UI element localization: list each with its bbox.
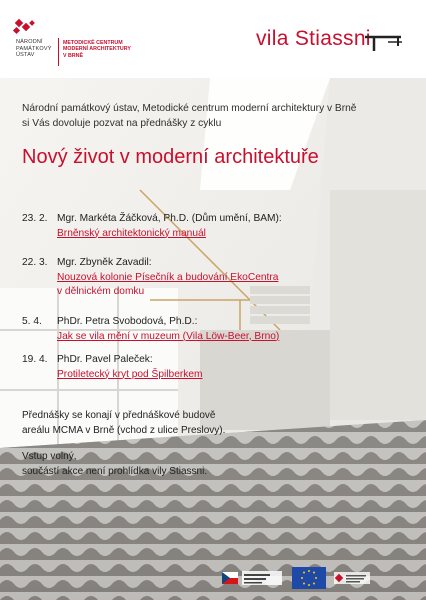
mcma-line: METODICKÉ CENTRUM	[63, 40, 123, 46]
lecture-item	[22, 212, 282, 241]
lecture-date: 23. 2.	[22, 213, 48, 224]
npu-logo-icon	[10, 18, 50, 38]
lecture-item	[22, 315, 279, 344]
vila-stiassni-mark-icon	[364, 34, 404, 52]
lecture-title: Brněnský architektonický manuál	[57, 227, 206, 239]
invitation-line: si Vás dovoluje pozvat na přednášky z cyklu	[22, 118, 222, 129]
lecture-title: Nouzová kolonie Písečník a budování EkoCentra	[57, 271, 279, 283]
operacni-program-logo-icon	[242, 566, 282, 590]
entry-line: součástí akce není prohlídka vily Stiassni.	[22, 465, 208, 477]
venue-line: Přednášky se konají v přednáškové budově	[22, 410, 216, 421]
lecture-title: Jak se vila mění v muzeum (Vila Löw-Beer, Brno)	[57, 330, 280, 342]
lecture-item	[22, 256, 278, 300]
mcma-small-logo-icon	[334, 566, 370, 590]
invitation-line: Národní památkový ústav, Metodické centrum moderní architektury v Brně	[22, 103, 357, 114]
lecture-title: v dělnickém domku	[57, 286, 145, 297]
lecture-speaker: Mgr. Zbyněk Zavadil:	[57, 257, 152, 268]
mcma-line: MODERNÍ ARCHITEKTURY	[63, 46, 131, 53]
lecture-title: Protiletecký kryt pod Špilberkem	[57, 368, 203, 380]
npu-line: ÚSTAV	[16, 52, 35, 58]
brand-title: vila Stiassni	[256, 27, 371, 50]
venue-info	[22, 409, 225, 438]
lecture-date: 5. 4.	[22, 316, 42, 327]
venue-line: areálu MCMA v Brně (vchod z ulice Preslovy).	[22, 424, 226, 436]
lecture-speaker: Mgr. Markéta Žáčková, Ph.D. (Dům umění, BAM):	[57, 213, 282, 224]
lecture-speaker: PhDr. Pavel Paleček:	[57, 354, 153, 365]
mcma-line: V BRNĚ	[63, 52, 84, 59]
logo-divider	[58, 38, 59, 66]
npu-line: PAMÁTKOVÝ	[16, 45, 52, 52]
mcma-name	[63, 40, 131, 59]
entry-info	[22, 450, 207, 479]
lecture-date: 19. 4.	[22, 354, 48, 365]
czech-flag-logo-icon	[222, 566, 238, 590]
npu-line: NÁRODNÍ	[16, 39, 43, 45]
lecture-item	[22, 353, 203, 382]
lecture-speaker: PhDr. Petra Svobodová, Ph.D.:	[57, 316, 198, 327]
lecture-date: 22. 3.	[22, 257, 48, 268]
eu-flag-logo-icon	[292, 566, 326, 590]
npu-name	[16, 39, 52, 59]
cycle-title: Nový život v moderní architektuře	[22, 146, 319, 168]
entry-line: Vstup volný,	[22, 451, 77, 462]
invitation-text	[22, 101, 417, 131]
